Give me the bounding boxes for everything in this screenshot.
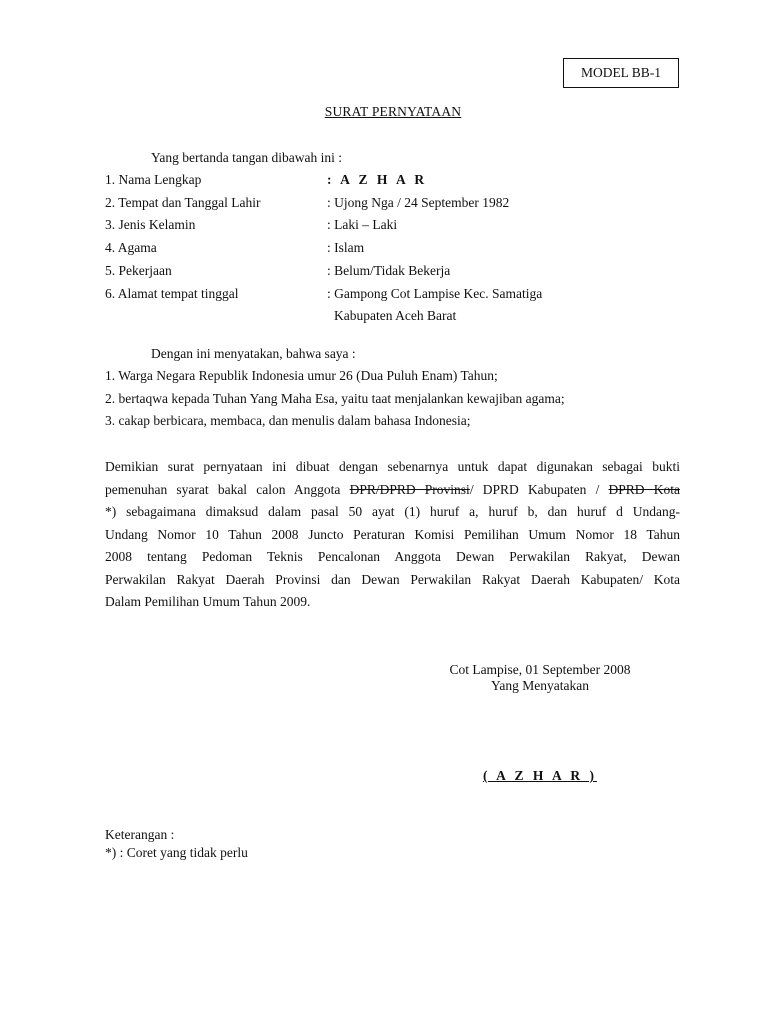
closing-line: 2008 tentang Pedoman Teknis Pencalonan Anggota Dewan Perwakilan Rakyat, Dewan (105, 549, 680, 564)
intro-text: Yang bertanda tangan dibawah ini : (151, 150, 342, 165)
field-value-religion: : Islam (327, 240, 365, 255)
statement-intro: Dengan ini menyatakan, bahwa saya : (151, 346, 356, 361)
field-label-gender: 3. Jenis Kelamin (105, 217, 196, 232)
field-label-birth: 2. Tempat dan Tanggal Lahir (105, 195, 261, 210)
closing-line (105, 479, 680, 502)
field-value-gender: : Laki – Laki (327, 217, 398, 232)
place-date: Cot Lampise, 01 September 2008 (449, 662, 631, 677)
field-label-address: 6. Alamat tempat tinggal (105, 286, 239, 301)
closing-line: Demikian surat pernyataan ini dibuat dengan sebenarnya untuk dapat digunakan sebagai bukti (105, 459, 680, 474)
notes-label: Keterangan : (105, 827, 175, 842)
closing-text: / DPRD Kabupaten / (469, 481, 609, 497)
signer-role: Yang Menyatakan (491, 678, 589, 693)
field-value-address-line2: Kabupaten Aceh Barat (334, 308, 457, 323)
field-label-name: 1. Nama Lengkap (105, 172, 202, 187)
model-code-box (563, 58, 679, 88)
field-label-religion: 4. Agama (105, 240, 157, 255)
struck-text-dpr-provinsi: DPR/DPRD Provinsi (349, 481, 470, 497)
document-title: SURAT PERNYATAAN (324, 104, 462, 119)
statement-item: 3. cakap berbicara, membaca, dan menulis dalam bahasa Indonesia; (105, 413, 471, 428)
field-value-address: : Gampong Cot Lampise Kec. Samatiga (327, 286, 543, 301)
field-value-name: : A Z H A R (327, 172, 428, 187)
closing-line: Dalam Pemilihan Umum Tahun 2009. (105, 594, 311, 609)
closing-line: Undang Nomor 10 Tahun 2008 Juncto Peraturan Komisi Pemilihan Umum Nomor 18 Tahun (105, 526, 680, 542)
statement-item: 2. bertaqwa kepada Tuhan Yang Maha Esa, yaitu taat menjalankan kewajiban agama; (105, 391, 565, 406)
signer-name: ( A Z H A R ) (482, 768, 597, 783)
closing-line: *) sebagaimana dimaksud dalam pasal 50 ayat (1) huruf a, huruf b, dan huruf d Undang- (105, 504, 680, 519)
field-value-birth: : Ujong Nga / 24 September 1982 (327, 195, 510, 210)
field-label-occupation: 5. Pekerjaan (105, 263, 172, 278)
struck-text-dprd-kota: DPRD Kota (608, 481, 680, 497)
field-value-occupation: : Belum/Tidak Bekerja (327, 263, 451, 278)
closing-text: pemenuhan syarat bakal calon Anggota (105, 481, 350, 497)
closing-line: Perwakilan Rakyat Daerah Provinsi dan Dewan Perwakilan Rakyat Daerah Kabupaten/ Kota (105, 571, 680, 587)
notes-text: *) : Coret yang tidak perlu (105, 845, 248, 860)
closing-paragraph (105, 456, 680, 614)
model-code: MODEL BB-1 (580, 65, 662, 80)
statement-item: 1. Warga Negara Republik Indonesia umur 26 (Dua Puluh Enam) Tahun; (105, 368, 498, 383)
